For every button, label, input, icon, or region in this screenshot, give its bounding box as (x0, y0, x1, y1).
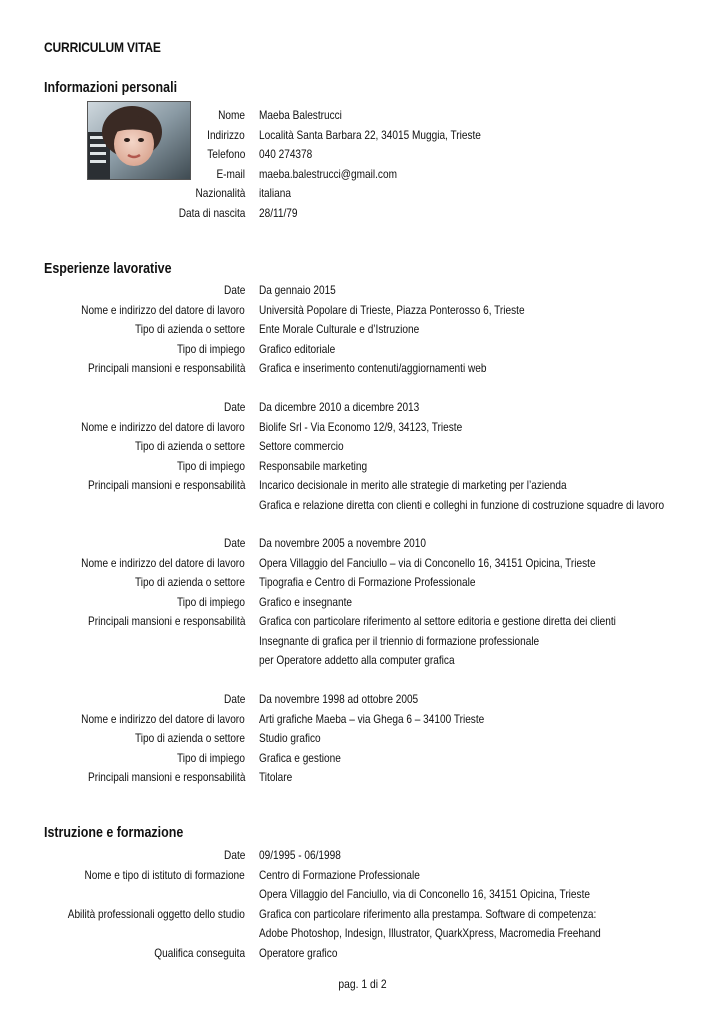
info-row (0, 165, 725, 185)
info-value: Località Santa Barbara 22, 34015 Muggia, Trieste (259, 127, 481, 142)
education-row (0, 846, 725, 866)
education-row (0, 924, 725, 944)
job-label: Tipo di azienda o settore (134, 731, 245, 745)
education-value: Grafica con particolare riferimento alla prestampa. Software di competenza: (259, 906, 597, 921)
education-label: Qualifica conseguita (154, 945, 245, 960)
job-row (0, 496, 725, 516)
job-row (0, 359, 725, 379)
job-row (0, 651, 725, 671)
job-row (0, 690, 725, 710)
job-value: Da novembre 2005 a novembre 2010 (259, 536, 426, 550)
job-label: Date (223, 400, 245, 414)
job-value: Da novembre 1998 ad ottobre 2005 (259, 692, 419, 706)
job-value: Grafica e gestione (259, 750, 341, 765)
job-label: Principali mansioni e responsabilità (87, 770, 245, 784)
job-value: Incarico decisionale in merito alle strategie di marketing per l’azienda (259, 478, 567, 492)
education-label: Abilità professionali oggetto dello studio (67, 906, 245, 921)
education-entry (0, 846, 725, 963)
job-value: Grafica e relazione diretta con clienti e colleghi in funzione di costruzione squadre di lavoro (259, 497, 665, 512)
info-label: Data di nascita (178, 205, 245, 220)
section-title-work: Esperienze lavorative (44, 261, 172, 277)
education-row (0, 885, 725, 905)
education-value: Centro di Formazione Professionale (259, 867, 420, 882)
job-row (0, 457, 725, 477)
job-row (0, 437, 725, 457)
job-value: Responsabile marketing (259, 458, 368, 473)
job-row (0, 632, 725, 652)
job-value: Titolare (259, 770, 293, 784)
job-entry (0, 690, 725, 788)
job-label: Nome e indirizzo del datore di lavoro (81, 555, 245, 570)
info-label: Indirizzo (207, 127, 245, 142)
education-value: Operatore grafico (259, 945, 338, 960)
job-value: Insegnante di grafica per il triennio di formazione professionale (259, 633, 540, 648)
job-value: Università Popolare di Trieste, Piazza Ponterosso 6, Trieste (259, 302, 525, 317)
job-label: Nome e indirizzo del datore di lavoro (81, 711, 245, 726)
info-value: Maeba Balestrucci (259, 108, 342, 122)
info-value: 040 274378 (259, 147, 313, 161)
job-row (0, 768, 725, 788)
document-title: CURRICULUM VITAE (44, 39, 161, 55)
job-value: Studio grafico (259, 731, 321, 745)
job-row (0, 476, 725, 496)
job-row (0, 398, 725, 418)
info-value: italiana (259, 186, 291, 200)
job-row (0, 281, 725, 301)
job-value: per Operatore addetto alla computer grafica (259, 653, 455, 667)
job-value: Settore commercio (259, 439, 344, 453)
education-label: Date (223, 848, 245, 862)
job-entry (0, 281, 725, 379)
job-label: Principali mansioni e responsabilità (87, 361, 245, 375)
job-label: Nome e indirizzo del datore di lavoro (81, 419, 245, 434)
job-value: Biolife Srl - Via Economo 12/9, 34123, Trieste (259, 419, 463, 434)
education-row (0, 866, 725, 886)
education-row (0, 944, 725, 964)
job-value: Opera Villaggio del Fanciullo – via di Conconello 16, 34151 Opicina, Trieste (259, 555, 596, 570)
education-value: Opera Villaggio del Fanciullo, via di Conconello 16, 34151 Opicina, Trieste (259, 887, 590, 901)
personal-info (0, 106, 725, 223)
info-row (0, 145, 725, 165)
section-title-personal: Informazioni personali (44, 80, 178, 96)
job-label: Tipo di azienda o settore (134, 439, 245, 453)
job-value: Da dicembre 2010 a dicembre 2013 (259, 400, 420, 414)
section-title-education: Istruzione e formazione (44, 825, 184, 841)
job-row (0, 320, 725, 340)
job-label: Tipo di azienda o settore (134, 575, 245, 589)
education-value: Adobe Photoshop, Indesign, Illustrator, QuarkXpress, Macromedia Freehand (259, 926, 601, 940)
job-label: Tipo di impiego (177, 341, 245, 356)
info-row (0, 106, 725, 126)
job-value: Ente Morale Culturale e d’Istruzione (259, 322, 420, 336)
job-row (0, 729, 725, 749)
info-value: 28/11/79 (259, 205, 298, 220)
info-row (0, 184, 725, 204)
job-label: Nome e indirizzo del datore di lavoro (81, 302, 245, 317)
info-row (0, 126, 725, 146)
job-row (0, 612, 725, 632)
job-label: Principali mansioni e responsabilità (87, 614, 245, 628)
job-label: Tipo di impiego (177, 750, 245, 765)
job-row (0, 418, 725, 438)
job-value: Grafica con particolare riferimento al settore editoria e gestione diretta dei clienti (259, 614, 616, 628)
education-value: 09/1995 - 06/1998 (259, 848, 341, 862)
info-label: Nome (218, 108, 245, 122)
info-label: E-mail (216, 166, 245, 181)
education-row (0, 905, 725, 925)
job-entry (0, 534, 725, 671)
education-label: Nome e tipo di istituto di formazione (84, 867, 245, 882)
job-row (0, 534, 725, 554)
job-label: Tipo di impiego (177, 594, 245, 609)
info-row (0, 204, 725, 224)
job-label: Tipo di impiego (177, 458, 245, 473)
job-value: Da gennaio 2015 (259, 283, 336, 297)
job-row (0, 710, 725, 730)
info-label: Telefono (206, 147, 245, 161)
job-label: Date (223, 692, 245, 706)
job-row (0, 573, 725, 593)
job-value: Arti grafiche Maeba – via Ghega 6 – 34100 Trieste (259, 711, 485, 726)
job-label: Date (223, 283, 245, 297)
job-row (0, 301, 725, 321)
job-row (0, 340, 725, 360)
page-number: pag. 1 di 2 (338, 977, 387, 991)
job-label: Principali mansioni e responsabilità (87, 478, 245, 492)
job-label: Date (223, 536, 245, 550)
job-value: Grafica e inserimento contenuti/aggiornamenti web (259, 361, 487, 375)
job-row (0, 749, 725, 769)
job-value: Grafico editoriale (259, 341, 336, 356)
job-label: Tipo di azienda o settore (134, 322, 245, 336)
job-entry (0, 398, 725, 515)
job-row (0, 593, 725, 613)
info-value: maeba.balestrucci@gmail.com (259, 166, 397, 181)
job-row (0, 554, 725, 574)
info-label: Nazionalità (195, 186, 245, 200)
job-value: Tipografia e Centro di Formazione Professionale (259, 575, 476, 589)
job-value: Grafico e insegnante (259, 594, 353, 609)
